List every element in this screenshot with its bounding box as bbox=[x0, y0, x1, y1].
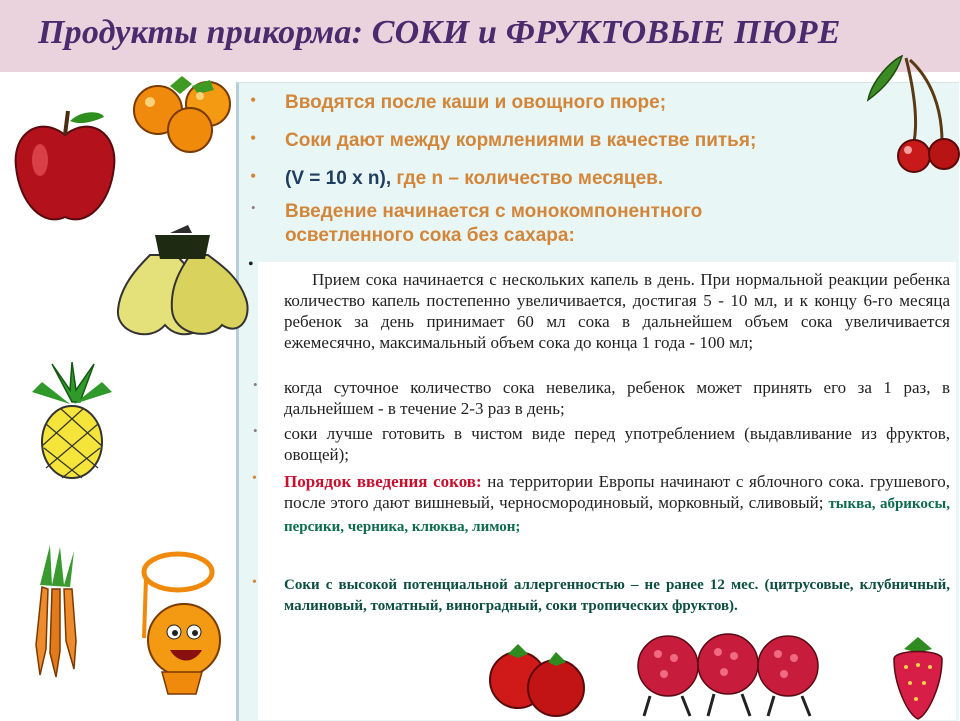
bullet-dot: • bbox=[251, 200, 256, 215]
raspberries-icon bbox=[630, 628, 825, 720]
bullet-dot: • bbox=[250, 90, 257, 110]
bullet-2: Соки дают между кормлениями в качестве питья; bbox=[285, 130, 757, 151]
formula: (V = 10 x n), bbox=[285, 168, 392, 189]
bullet-4-line-2: осветленного сока без сахара: bbox=[285, 225, 575, 246]
paragraph-order bbox=[284, 471, 950, 538]
pineapple-icon bbox=[22, 362, 122, 480]
bullet-1: Вводятся после каши и овощного пюре; bbox=[285, 92, 667, 113]
bullet-dot: • bbox=[252, 471, 257, 486]
formula-note: где n – количество месяцев. bbox=[391, 168, 664, 189]
paragraph-daily: когда суточное количество сока невелика, ребенок может принять его за 1 раз, в дальнейшем - в течение 2-3 раз в день; bbox=[284, 378, 950, 418]
bullet-dot: • bbox=[250, 166, 257, 186]
apple-icon bbox=[10, 105, 120, 230]
slide-title: Продукты прикорма: СОКИ и ФРУКТОВЫЕ ПЮРЕ bbox=[38, 14, 841, 51]
paragraph-intake: Прием сока начинается с нескольких капель в день. При нормальной реакции ребенка количество капель постепенно увеличивается, достигая 5 - 10 мл, и к концу 6-го месяца ребенок за день принимает 60 мл сока в дальнейшем объем сока увеличивается ежемесячно, максимальный объем сока до конца 1 года - 100 мл; bbox=[284, 270, 950, 352]
bullet-dot: • bbox=[252, 575, 257, 590]
bullet-dot: • bbox=[253, 377, 258, 392]
bullet-dot: • bbox=[248, 256, 254, 273]
bullet-3 bbox=[285, 168, 663, 190]
order-text: на территории Европы начинают с яблочного сока. грушевого, после этого дают вишневый, черносмородиновый, морковный, сливовый; bbox=[284, 472, 950, 512]
bullet-dot: • bbox=[250, 128, 257, 148]
cherries-icon bbox=[862, 50, 960, 178]
carrots-icon bbox=[30, 545, 90, 685]
bullet-4 bbox=[285, 200, 702, 248]
tomatoes-icon bbox=[488, 630, 588, 720]
pears-icon bbox=[110, 225, 255, 345]
order-label: Порядок введения соков: bbox=[284, 472, 482, 491]
oranges-icon bbox=[130, 72, 235, 157]
bullet-dot: • bbox=[253, 423, 258, 438]
bullet-4-line-1: Введение начинается с монокомпонентного bbox=[285, 201, 703, 222]
strawberry-icon bbox=[888, 635, 948, 720]
orange-character-icon bbox=[132, 548, 232, 698]
paragraph-allergens: Соки с высокой потенциальной аллергенностью – не ранее 12 мес. (цитрусовые, клубничный, малиновый, томатный, виноградный, соки тропических фруктов). bbox=[284, 577, 950, 614]
order-bold-list: тыква, абрикосы, персики, черника, клюква, лимон; bbox=[284, 496, 951, 535]
paragraph-prepare: соки лучше готовить в чистом виде перед употреблением (выдавливание из фруктов, овощей); bbox=[284, 424, 950, 464]
